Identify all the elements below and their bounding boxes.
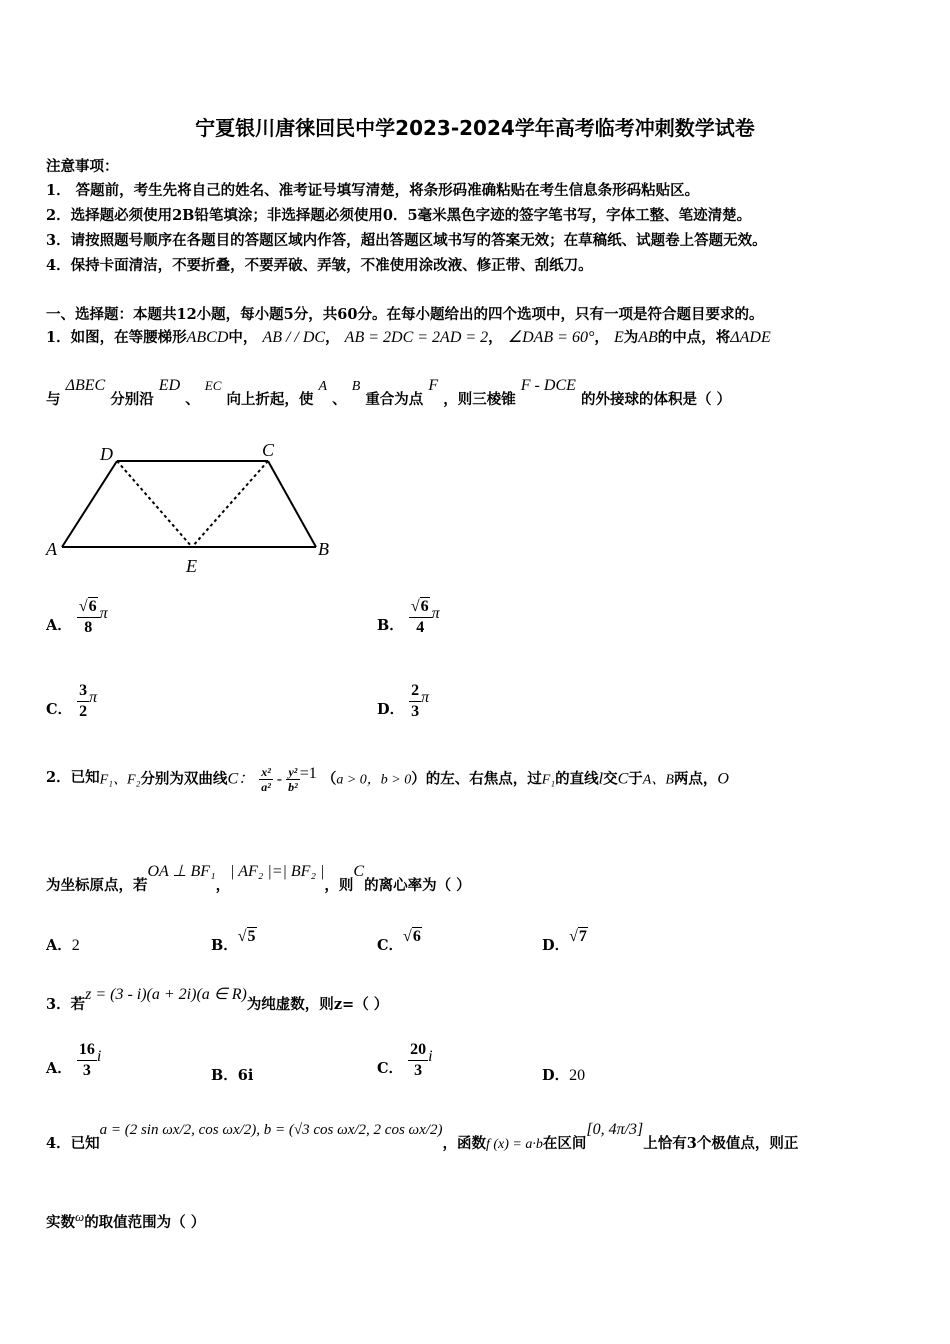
point-e-label: E xyxy=(186,556,197,576)
option-d[interactable]: D．20 xyxy=(542,1067,586,1084)
option-a[interactable]: A． $\frac{√6}{8}$ π xyxy=(46,598,108,636)
option-a[interactable]: A． $\frac{16}{3}$ i xyxy=(46,1041,102,1079)
question-3-stem: 3．若z = (3 - i)(a + 2i)(a ∈ R)为纯虚数，则z=（ ） xyxy=(46,986,389,1013)
option-c[interactable]: C． $\frac{3}{2}$ π xyxy=(46,682,98,720)
edge-ad xyxy=(62,461,117,547)
option-c[interactable]: C．√6 xyxy=(377,928,421,954)
question-2-stem: 2．已知F₁、F₂分别为双曲线C： $\frac{\text{x²}}{\text{a²}}$ - $\frac{\text{y²}}{\text{b²}}$ =1 （a > 0，b > 0）的左、右焦点，过F₁的直线l交C于A、B两点，O xyxy=(46,764,729,794)
option-b[interactable]: B． $\frac{√6}{4}$ π xyxy=(377,598,440,636)
point-d-label: D xyxy=(100,444,113,464)
notice-item: 4．保持卡面清洁，不要折叠，不要弄破、弄皱，不准使用涂改液、修正带、刮纸刀。 xyxy=(46,257,593,274)
option-a[interactable]: A．2 xyxy=(46,937,80,954)
question-2-stem-line2: 为坐标原点，若OA ⊥ BF₁，| AF₂ |=| BF₂ |，则C的离心率为（ ） xyxy=(46,863,471,894)
option-b[interactable]: B．6i xyxy=(211,1067,254,1084)
notice-heading: 注意事项： xyxy=(46,158,119,175)
question-1-stem-line2: 与 ΔBEC 分别沿 ED 、 EC 向上折起，使 A 、 B 重合为点 F ，则三棱锥 F - DCE 的外接球的体积是（ ） xyxy=(46,377,732,408)
point-c-label: C xyxy=(262,440,275,460)
question-4-stem-line2: 实数ω的取值范围为（ ） xyxy=(46,1209,206,1231)
fold-ed xyxy=(117,461,192,547)
notice-item: 2．选择题必须使用2B铅笔填涂；非选择题必须使用0．5毫米黑色字迹的签字笔书写，字体工整、笔迹清楚。 xyxy=(46,207,752,224)
page-title: 宁夏银川唐徕回民中学2023-2024学年高考临考冲刺数学试卷 xyxy=(195,116,755,140)
question-1-stem: 1．如图，在等腰梯形ABCD中， AB / / DC， AB = 2DC = 2AD = 2， ∠DAB = 60°， E为AB的中点，将ΔADE xyxy=(46,329,771,346)
point-b-label: B xyxy=(318,539,329,559)
edge-cb xyxy=(268,461,316,547)
question-4-stem: 4．已知a = (2 sin ωx/2, cos ωx/2), b = (√3 cos ωx/2, 2 cos ωx/2)，函数f (x) = a·b在区间[0, 4π/3]上恰有3个极值点，则正 xyxy=(46,1121,799,1152)
fold-ec xyxy=(192,461,268,547)
option-b[interactable]: B．√5 xyxy=(211,928,256,954)
section-heading: 一、选择题：本题共12小题，每小题5分，共60分。在每小题给出的四个选项中，只有一项是符合题目要求的。 xyxy=(46,306,764,323)
notice-item: 3．请按照题号顺序在各题目的答题区域内作答，超出答题区域书写的答案无效；在草稿纸、试题卷上答题无效。 xyxy=(46,232,767,249)
option-c[interactable]: C． $\frac{20}{3}$ i xyxy=(377,1041,433,1079)
option-d[interactable]: D． $\frac{2}{3}$ π xyxy=(377,682,430,720)
point-a-label: A xyxy=(46,539,57,559)
notice-item: 1． 答题前，考生先将自己的姓名、准考证号填写清楚，将条形码准确粘贴在考生信息条形码粘贴区。 xyxy=(46,182,700,199)
option-d[interactable]: D．√7 xyxy=(542,928,587,954)
trapezoid-figure xyxy=(40,435,340,580)
